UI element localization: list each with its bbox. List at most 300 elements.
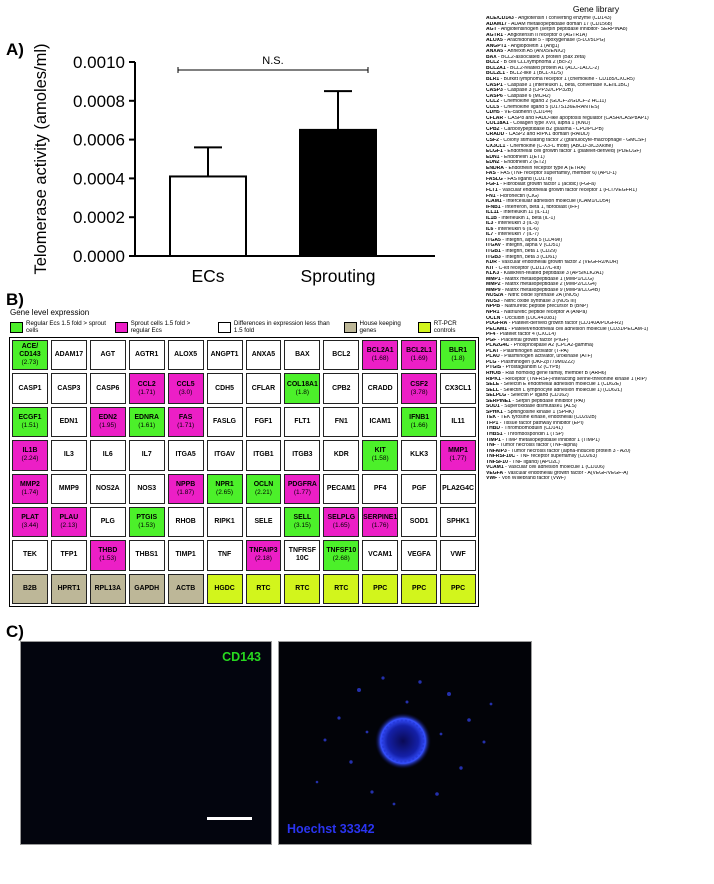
- legend-swatch: [218, 322, 231, 333]
- fold-change: (2.68): [332, 555, 350, 563]
- gene-symbol: CFLAR: [486, 115, 504, 121]
- fold-change: (1.8): [451, 355, 465, 363]
- fold-change: (1.71): [177, 421, 195, 429]
- gene-cell: [51, 474, 87, 504]
- gene-description: - Interleukin 1, beta (IL-1): [496, 215, 556, 221]
- gene-description: - Annexin A5 (ANX5/ENX2): [503, 49, 566, 55]
- legend-label: Regular Ecs 1.5 fold > sprout cells: [26, 320, 106, 334]
- gene-name: PLA2G4C: [442, 484, 474, 492]
- gene-description: - Interferon, beta 1, fibroblast (IFF): [500, 204, 580, 210]
- gene-name: PTGIS: [136, 514, 158, 522]
- fold-change: (1.95): [99, 421, 117, 429]
- fold-change: (1.65): [332, 522, 350, 530]
- gene-cell: [401, 407, 437, 437]
- gene-symbol: IL1B: [486, 215, 497, 221]
- gene-name: TNFSF10: [326, 547, 357, 555]
- gene-cell: [440, 474, 476, 504]
- gene-description: - Nitric oxide synthase 2A (INOS): [503, 293, 579, 299]
- gene-symbol: SERPINE1: [486, 398, 511, 404]
- gene-name: BLR1: [449, 347, 468, 355]
- gene-description: - Chemokine ligand 5 (D17S136E/RANTES): [499, 104, 600, 110]
- panel-c-letter: C): [6, 622, 24, 641]
- gene-name: PGF: [412, 484, 427, 492]
- gene-name: RTC: [334, 584, 349, 592]
- gene-symbol: IL7: [486, 232, 494, 238]
- gene-symbol: BLR1: [486, 77, 500, 83]
- gene-symbol: AGTR1: [486, 32, 504, 38]
- gene-cell: [284, 407, 320, 437]
- gene-description: - Plasminogen (DKFZp779M0222): [496, 359, 575, 365]
- gene-name: PLAU: [59, 514, 79, 522]
- gene-symbol: KLK3: [486, 271, 500, 277]
- gene-symbol: SELE: [486, 382, 500, 388]
- gene-cell: [129, 440, 165, 470]
- gene-symbol: PLAU: [486, 354, 500, 360]
- gene-name: ITGB3: [292, 451, 313, 459]
- y-tick-label: 0.0006: [73, 130, 125, 150]
- gene-cell: [51, 340, 87, 370]
- hoechst-label: Hoechst 33342: [287, 822, 375, 836]
- cd143-label: CD143: [222, 650, 261, 664]
- fold-change: (2.73): [21, 359, 39, 367]
- gene-name: THBD: [98, 547, 118, 555]
- gene-symbol: MMP9: [486, 287, 501, 293]
- gene-symbol: ECGF1: [486, 149, 503, 155]
- gene-name: CCL2: [137, 380, 156, 388]
- gene-name: NPPB: [176, 480, 196, 488]
- gene-cell: [207, 474, 243, 504]
- gene-symbol: CX3CL1: [486, 143, 506, 149]
- gene-name: ACE/ CD143: [19, 343, 41, 359]
- hoechst-micrograph: [278, 641, 532, 845]
- fold-change: (1.77): [449, 455, 467, 463]
- legend-label: Differences in expression less than 1.5 fold: [233, 320, 330, 334]
- gene-name: ITGB1: [253, 451, 274, 459]
- gene-name: EDNRA: [134, 413, 159, 421]
- gene-symbol: PF4: [486, 332, 496, 338]
- gene-name: B2B: [23, 584, 37, 592]
- gene-description: - TNF ligand) (APO2L): [507, 459, 560, 465]
- gene-cell: [323, 340, 359, 370]
- gene-cell: [90, 407, 126, 437]
- gene-description: - Selectin L lymphocyte adhesion molecule 1) (CD62L): [498, 387, 623, 393]
- gene-name: HPRT1: [57, 584, 81, 592]
- fold-change: (1.69): [410, 355, 428, 363]
- gene-description: - Superoxidase dismutase1 (ALS): [499, 404, 577, 410]
- gene-description: - BCL2-associated X protein (Bax zeta): [496, 54, 586, 60]
- gene-symbol: ILL11: [486, 210, 499, 216]
- gene-name: FGF1: [254, 417, 273, 425]
- significance-label: N.S.: [262, 55, 284, 67]
- gene-cell: [207, 340, 243, 370]
- gene-description: - B cell CLL/lymphoma 2 (Bcl-2): [499, 60, 572, 66]
- gene-description: - Vascular endothelial growth factor - A(VEGF/VEGF-A): [503, 470, 629, 476]
- gene-symbol: RHOB: [486, 371, 501, 376]
- gene-name: MMP1: [448, 447, 468, 455]
- gene-symbol: ADAM17: [486, 21, 507, 27]
- gene-cell: [362, 440, 398, 470]
- gene-description: - Interleukin 7 (IL-7): [493, 232, 539, 238]
- legend-title: Gene level expression: [10, 308, 90, 317]
- gene-description: - Chemokine ligand 2 (GDCF-2/GDCF-2 HC11): [499, 99, 606, 105]
- gene-name: GAPDH: [134, 584, 160, 592]
- fold-change: (2.13): [60, 522, 78, 530]
- gene-symbol: CRADD: [486, 132, 505, 138]
- gene-name: MMP2: [19, 480, 40, 488]
- gene-description: - Phospholipase A2 (CPLA2-gamma): [509, 343, 594, 349]
- gene-cell: [323, 373, 359, 403]
- gene-cell: [401, 440, 437, 470]
- gene-cell: [246, 373, 282, 403]
- gene-name: NOS3: [137, 484, 157, 492]
- gene-description: - Interleukin 6 (IL-6): [493, 226, 539, 232]
- gene-symbol: CASP1: [486, 82, 503, 88]
- gene-name: RHOB: [175, 518, 196, 526]
- y-tick-label: 0.0010: [73, 53, 125, 72]
- gene-description: - Sphingosine kinase 1 (SPHK): [502, 409, 574, 415]
- gene-name: TEK: [23, 551, 37, 559]
- gene-name: CASP3: [57, 384, 81, 392]
- gene-cell: [12, 574, 48, 604]
- gene-name: FN1: [334, 417, 348, 425]
- gene-symbol: NOS2A: [486, 293, 504, 299]
- fold-change: (3.0): [178, 388, 193, 396]
- gene-name: SOD1: [409, 518, 429, 526]
- gene-cell: [129, 474, 165, 504]
- gene-name: VEGFA: [407, 551, 431, 559]
- gene-library-entry: [486, 476, 714, 482]
- gene-name: ADAM17: [54, 351, 84, 359]
- gene-cell: [90, 340, 126, 370]
- gene-symbol: COL18A1: [486, 121, 509, 127]
- gene-name: EDN2: [98, 413, 117, 421]
- bar-ecs: [170, 176, 246, 256]
- gene-description: - Occludin (LOC441081): [500, 315, 557, 321]
- telomerase-bar-chart: [0, 40, 440, 290]
- gene-description: - Matrix metallopeptidase 1 (MMP1/CLG): [500, 276, 594, 282]
- gene-description: - Interleukin 3 (IL-3): [493, 221, 539, 227]
- gene-name: CSF2: [410, 380, 428, 388]
- gene-cell: [168, 407, 204, 437]
- gene-cell: [362, 540, 398, 570]
- gene-description: - Colony stimulating factor 2 (granulocyte-macrophage - GMCSF): [498, 138, 647, 144]
- gene-symbol: CASP6: [486, 93, 503, 99]
- gene-symbol: FLT1: [486, 187, 498, 193]
- gene-symbol: FGF1: [486, 182, 499, 188]
- gene-description: - Endothelin 2 (ET2): [499, 160, 547, 166]
- gene-symbol: ANGPT1: [486, 43, 507, 49]
- gene-name: FAS: [178, 413, 193, 421]
- gene-name: RTC: [295, 584, 310, 592]
- gene-cell: [246, 540, 282, 570]
- gene-name: ALOX5: [174, 351, 198, 359]
- gene-name: OCLN: [253, 480, 274, 488]
- gene-name: SPHK1: [446, 518, 470, 526]
- gene-cell: [440, 574, 476, 604]
- gene-symbol: ANXA5: [486, 49, 504, 55]
- gene-name: SELPLG: [327, 514, 356, 522]
- gene-name: ITGA5: [175, 451, 196, 459]
- gene-symbol: BCL2L1: [486, 71, 506, 77]
- gene-cell: [323, 440, 359, 470]
- gene-description: - Plasminogen activator (T-PA): [498, 348, 569, 354]
- gene-name: CASP6: [96, 384, 120, 392]
- gene-cell: [323, 507, 359, 537]
- gene-cell: [284, 474, 320, 504]
- gene-symbol: THBS1: [486, 432, 503, 438]
- gene-cell: [168, 340, 204, 370]
- y-tick-label: 0.0004: [73, 169, 125, 189]
- gene-name: ANXA5: [251, 351, 276, 359]
- gene-description: - BCL2-like 1 (BCL-XL/S): [505, 71, 563, 77]
- fold-change: (1.61): [138, 421, 156, 429]
- gene-cell: [129, 507, 165, 537]
- gene-cell: [440, 340, 476, 370]
- gene-symbol: SELPLG: [486, 393, 507, 399]
- gene-symbol: IL3: [486, 221, 494, 227]
- gene-name: IFNB1: [409, 413, 430, 421]
- gene-name: BCL2A1: [366, 347, 394, 355]
- legend-label: RT-PCR controls: [433, 320, 457, 334]
- legend-swatch: [344, 322, 357, 333]
- gene-name: RPL13A: [94, 584, 121, 592]
- gene-name: KDR: [333, 451, 349, 459]
- y-tick-label: 0.0002: [73, 208, 125, 228]
- cd143-micrograph: [20, 641, 272, 845]
- gene-name: TNF: [217, 551, 232, 559]
- gene-cell: [323, 540, 359, 570]
- gene-symbol: TEK: [486, 415, 497, 421]
- legend-swatch: [10, 322, 23, 333]
- legend-swatch: [115, 322, 128, 333]
- gene-description: - Intercellular adhesion molecule (ICAM1/CD54): [501, 199, 611, 205]
- gene-cell: [168, 507, 204, 537]
- gene-name: COL18A1: [286, 380, 318, 388]
- gene-name: CASP1: [18, 384, 42, 392]
- gene-symbol: ITGB1: [486, 248, 501, 254]
- gene-name: AGTR1: [135, 351, 159, 359]
- gene-cell: [51, 574, 87, 604]
- gene-description: - Matrix metallopeptidase 2 (MMP2/CLG4): [500, 282, 597, 288]
- gene-description: - Carboxypeptidase B2 (plasma - CPU/PCPB): [499, 126, 604, 132]
- gene-description: - Receptor (TNFRSF)-interacting serine-threonine kinase 1 (RIP): [500, 376, 647, 382]
- gene-cell: [362, 507, 398, 537]
- panel-b-letter: B): [6, 290, 24, 309]
- gene-symbol: PDGFRA: [486, 321, 508, 327]
- gene-symbol: SOD1: [486, 404, 500, 410]
- gene-cell: [440, 507, 476, 537]
- gene-description: - Endothelin receptor type A (ETRA): [503, 165, 586, 171]
- gene-name: TNFAIP3: [249, 547, 278, 555]
- gene-cell: [168, 440, 204, 470]
- gene-name: ICAM1: [369, 417, 391, 425]
- fold-change: (1.68): [371, 355, 389, 363]
- gene-symbol: TNFSF10: [486, 459, 508, 465]
- gene-name: CPB2: [332, 384, 351, 392]
- fold-change: (2.21): [254, 488, 272, 496]
- gene-name: RIPK1: [214, 518, 235, 526]
- gene-name: RTC: [256, 584, 271, 592]
- gene-name: ANGPT1: [210, 351, 239, 359]
- gene-symbol: PLAT: [486, 348, 499, 354]
- gene-symbol: NPR1: [486, 309, 500, 315]
- gene-cell: [362, 474, 398, 504]
- gene-description: - Kallikrein-related peptidase 3 (APS/KLK2A1): [499, 271, 604, 277]
- gene-symbol: NPPB: [486, 304, 501, 310]
- gene-symbol: VCAM1: [486, 465, 504, 471]
- gene-cell: [246, 507, 282, 537]
- gene-description: - Tumor necrosis factor (TNF-alpha): [495, 443, 578, 449]
- gene-symbol: KDR: [486, 260, 497, 266]
- gene-symbol: VEGFA: [486, 470, 504, 476]
- gene-name: ACTB: [176, 584, 196, 592]
- gene-description: - Fibroblast growth factor 1 (acidic) (FGFa): [498, 182, 596, 188]
- gene-name: CCL5: [176, 380, 195, 388]
- gene-description: - Natriuretic peptide receptor A (ANPa): [499, 309, 587, 315]
- gene-description: - FAS ligand (CD178): [502, 176, 553, 182]
- gene-name: PLG: [100, 518, 115, 526]
- gene-symbol: FN1: [486, 193, 496, 199]
- gene-cell: [323, 574, 359, 604]
- gene-description: - Von Willebrand factor (VWF): [497, 476, 566, 482]
- gene-name: PLAT: [21, 514, 39, 522]
- gene-symbol: NOS3: [486, 298, 500, 304]
- gene-cell: [207, 507, 243, 537]
- gene-cell: [323, 407, 359, 437]
- legend-item: [218, 320, 337, 334]
- category-label: ECs: [191, 266, 225, 286]
- gene-symbol: CSF2: [486, 138, 499, 144]
- gene-description: - Integrin, alpha 5 (CD49e): [500, 237, 563, 243]
- legend-item: [418, 320, 473, 334]
- gene-cell: [90, 474, 126, 504]
- gene-cell: [12, 340, 48, 370]
- gene-name: BAX: [295, 351, 310, 359]
- gene-symbol: IL6: [486, 226, 494, 232]
- gene-symbol: CASP3: [486, 88, 503, 94]
- gene-name: PPC: [450, 584, 466, 592]
- gene-cell: [129, 574, 165, 604]
- gene-description: - Endothelin 1(ET1): [499, 154, 545, 160]
- fold-change: (2.24): [21, 455, 39, 463]
- gene-cell: [12, 507, 48, 537]
- legend-label: Sprout cells 1.5 fold > regular Ecs: [130, 320, 191, 334]
- gene-name: ECGF1: [18, 413, 42, 421]
- gene-cell: [284, 540, 320, 570]
- fold-change: (1.58): [371, 455, 389, 463]
- legend-swatch: [418, 322, 431, 333]
- legend-label: House keeping genes: [359, 320, 401, 334]
- gene-description: - Vascular endothelial growth factor 2 (VEGFR2/KDR): [496, 260, 619, 266]
- gene-symbol: ALOX5: [486, 38, 503, 44]
- gene-cell: [246, 440, 282, 470]
- fold-change: (2.65): [216, 488, 234, 496]
- gene-description: - Collagen type XVII, alpha 1 (KNO): [508, 121, 591, 127]
- gene-name: IL7: [141, 451, 152, 459]
- gene-name: PDGFRA: [287, 480, 317, 488]
- gene-library-title: Gene library: [572, 4, 620, 14]
- gene-cell: [12, 540, 48, 570]
- gene-name: PF4: [373, 484, 387, 492]
- gene-name: IL6: [102, 451, 113, 459]
- gene-symbol: BCL2A1: [486, 65, 506, 71]
- panel-a-letter: A): [6, 40, 24, 59]
- gene-symbol: CCL2: [486, 99, 500, 105]
- gene-name: CX3CL1: [444, 384, 472, 392]
- gene-symbol: FAS: [486, 171, 496, 177]
- gene-symbol: THBD: [486, 426, 501, 432]
- legend-item: [344, 320, 411, 334]
- gene-description: - Matrix metallopeptidase 9 (MMP9/CLG4B): [500, 287, 600, 293]
- gene-expression-grid: [9, 337, 479, 607]
- gene-symbol: PTGIS: [486, 365, 502, 371]
- gene-description: - Tumor necrosis factor (alpha-induced protein 3 - A20): [506, 448, 631, 454]
- gene-cell: [168, 474, 204, 504]
- gene-cell: [401, 474, 437, 504]
- gene-name: VCAM1: [368, 551, 393, 559]
- gene-cell: [90, 373, 126, 403]
- gene-description: - Vascular endothelial growth factor receptor 1 (FLT/VEGFR1): [497, 187, 637, 193]
- gene-description: - Ras homolog gene family, member B (ARH6): [500, 371, 607, 376]
- gene-name: HGDC: [214, 584, 235, 592]
- gene-description: - Prostaglandin I2 (CYP8): [501, 365, 561, 371]
- fold-change: (1.8): [295, 388, 310, 396]
- gene-cell: [440, 440, 476, 470]
- gene-name: BCL2: [332, 351, 351, 359]
- gene-cell: [51, 507, 87, 537]
- gene-name: CDH5: [215, 384, 234, 392]
- gene-cell: [362, 574, 398, 604]
- gene-cell: [246, 407, 282, 437]
- gene-description: - TEK tyrosine kinase, endothelial (CD202B): [496, 415, 597, 421]
- gene-name: FLT1: [294, 417, 311, 425]
- gene-symbol: ITGAV: [486, 243, 502, 249]
- gene-cell: [51, 407, 87, 437]
- fold-change: (1.51): [21, 421, 39, 429]
- gene-cell: [401, 540, 437, 570]
- gene-cell: [401, 340, 437, 370]
- expression-legend: [10, 308, 480, 334]
- gene-description: - Angiotensin I converting enzyme (CD143): [513, 16, 612, 21]
- gene-description: - TNF receptor superfamily (CD263): [515, 454, 597, 460]
- gene-symbol: SELL: [486, 387, 499, 393]
- gene-description: - Natriuretic peptide precursor B (BNP): [500, 304, 589, 310]
- gene-symbol: EDN1: [486, 154, 500, 160]
- gene-cell: [129, 373, 165, 403]
- bar-sprouting: [300, 130, 376, 256]
- gene-name: AGT: [100, 351, 116, 359]
- gene-description: - Arachidonate 5 - lipoxygenase (5-LO/5LPG): [502, 38, 606, 44]
- gene-description: - Placental growth factor (PlGF): [496, 337, 569, 343]
- fold-change: (1.87): [177, 488, 195, 496]
- gene-symbol: PGF: [486, 337, 497, 343]
- gene-name: BCL2L1: [406, 347, 433, 355]
- gene-name: IL11: [451, 417, 465, 425]
- gene-name: TNFRSF 10C: [288, 547, 316, 563]
- gene-cell: [207, 373, 243, 403]
- gene-name: ITGAV: [214, 451, 235, 459]
- gene-description: - Nitric oxide synthase 3 (NOS III): [499, 298, 577, 304]
- gene-cell: [51, 440, 87, 470]
- gene-symbol: TNF: [486, 443, 496, 449]
- gene-description: - FAS (TNF receptor superfamily, member 6) (APO-1): [495, 171, 617, 177]
- gene-description: - CASP8 and FADD-like apoptosis regulator (CASH/CASP8AP1): [503, 115, 649, 121]
- gene-cell: [168, 373, 204, 403]
- gene-description: - Thrombomodulin (CD141): [500, 426, 563, 432]
- gene-cell: [440, 407, 476, 437]
- gene-symbol: PECAM1: [486, 326, 508, 332]
- gene-cell: [401, 507, 437, 537]
